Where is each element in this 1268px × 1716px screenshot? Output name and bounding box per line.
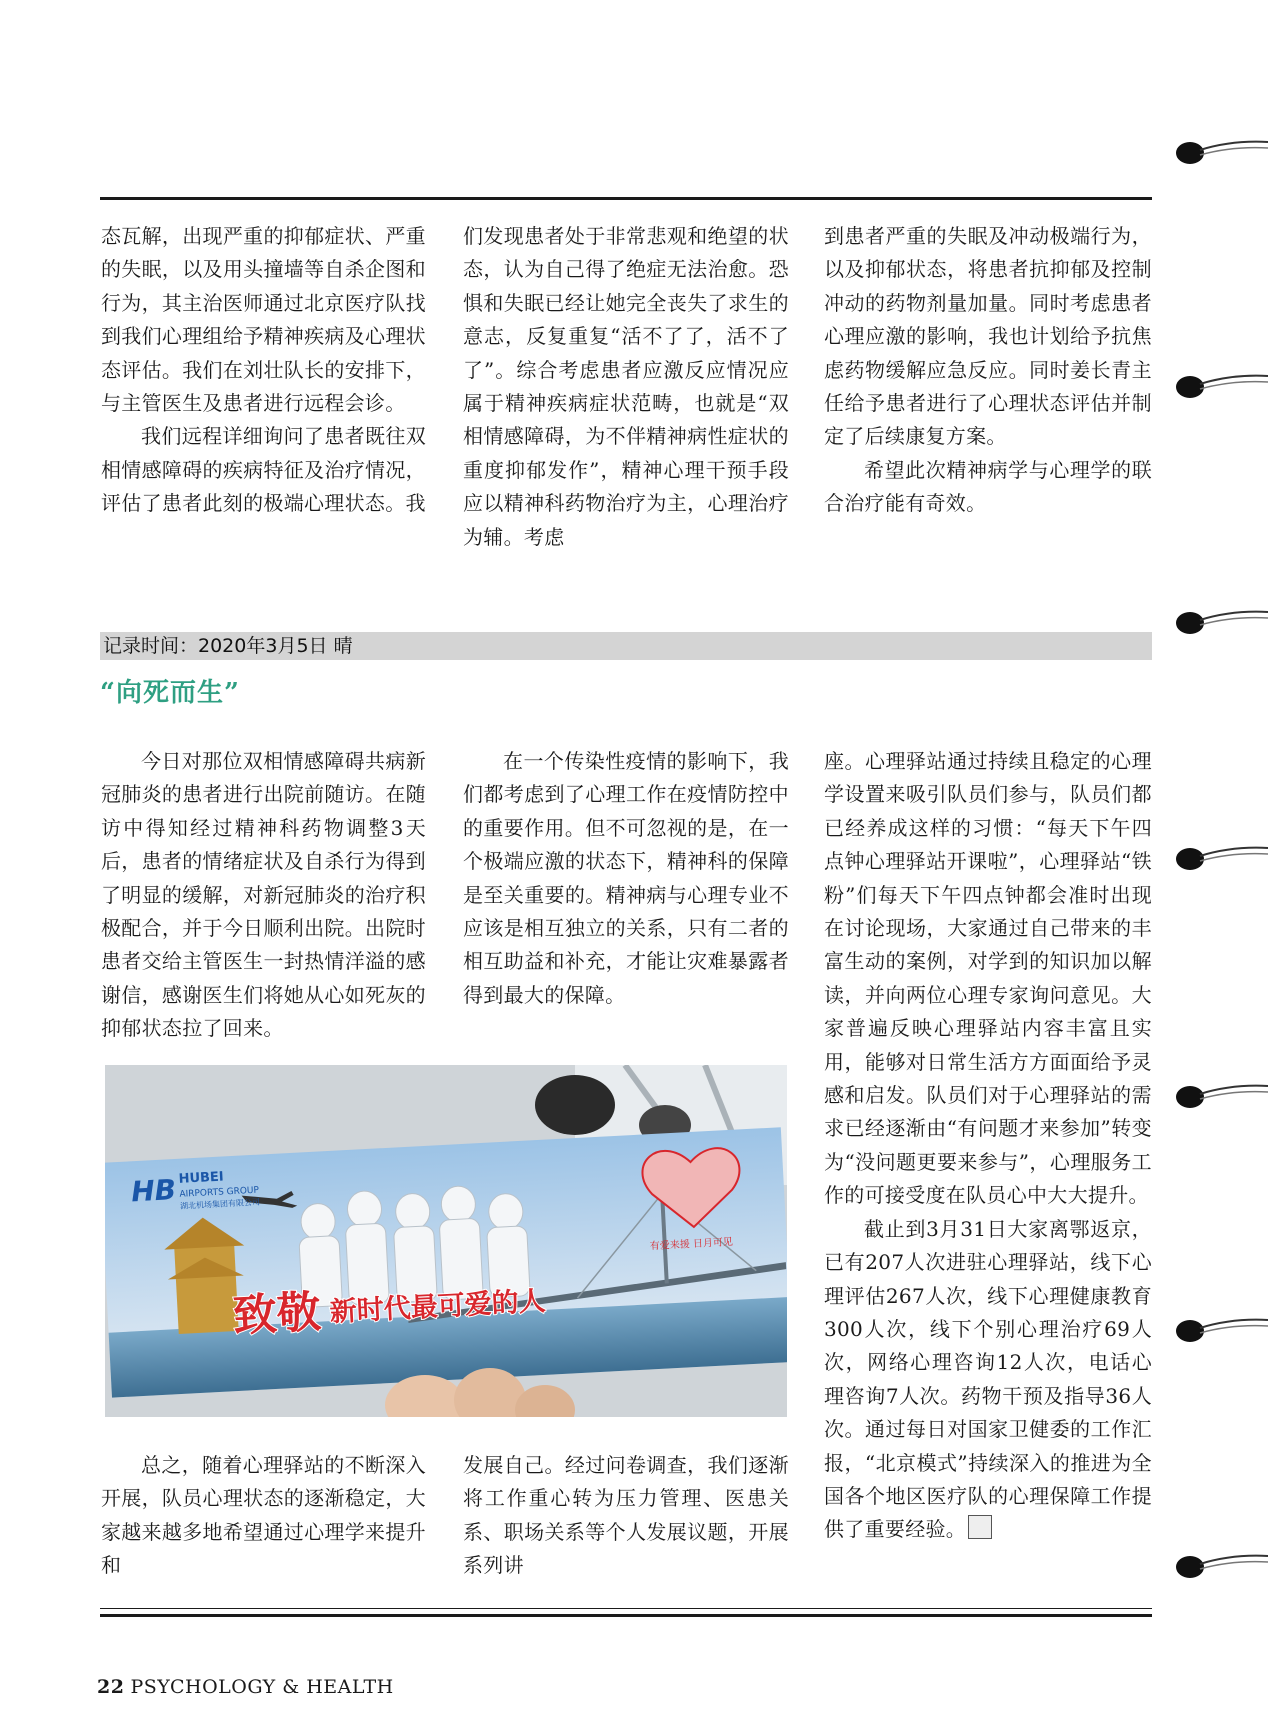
binder-ring-icon bbox=[1172, 844, 1268, 874]
paragraph-text: 截止到3月31日大家离鄂返京，已有207人次进驻心理驿站，线下心理评估267人次，线下心理健康教育300人次，线下个别心理治疗69人次，网络心理咨询12人次，电话心理咨询7人次。药物干预及指导36人次。通过每日对国家卫健委的工作汇报，“北京模式”持续深入的推进为全国各个地区医疗队的心理保障工作提供了重要经验。 bbox=[824, 1216, 1152, 1542]
bottom-rule-thin bbox=[100, 1608, 1152, 1609]
magazine-name: PSYCHOLOGY & HEALTH bbox=[130, 1676, 394, 1698]
paragraph: 发展自己。经过问卷调查，我们逐渐将工作重心转为压力管理、医患关系、职场关系等个人发展议题，开展系列讲 bbox=[463, 1453, 789, 1578]
binder-ring-icon bbox=[1172, 608, 1268, 638]
record-time-bar: 记录时间：2020年3月5日 晴 bbox=[100, 632, 1152, 660]
photo-illustration bbox=[105, 1065, 787, 1417]
top-column-3 bbox=[824, 220, 1152, 521]
bottom-rule-thick bbox=[100, 1614, 1152, 1617]
top-rule bbox=[100, 197, 1152, 200]
ticket-logo-mark: HB bbox=[130, 1173, 177, 1209]
ticket-logo-cn: 湖北机场集团有限公司 bbox=[179, 1197, 261, 1211]
paragraph: 今日对那位双相情感障碍共病新冠肺炎的患者进行出院前随访。在随访中得知经过精神科药物调整3天后，患者的情绪症状及自杀行为得到了明显的缓解，对新冠肺炎的治疗积极配合，并于今日顺利出院。出院时患者交给主管医生一封热情洋溢的感谢信，感谢医生们将她从心如死灰的抑郁状态拉了回来。 bbox=[101, 749, 426, 1041]
paragraph: 们发现患者处于非常悲观和绝望的状态，认为自己得了绝症无法治愈。恐惧和失眠已经让她完全丧失了求生的意志，反复重复“活不了了，活不了了”。综合考虑患者应激反应情况应属于精神疾病症状范畴，也就是“双相情感障碍，为不伴精神病性症状的重度抑郁发作”，精神心理干预手段应以精神科药物治疗为主，心理治疗为辅。考虑 bbox=[463, 224, 789, 549]
ticket-logo-text: HUBEI bbox=[178, 1169, 225, 1187]
paragraph: 到患者严重的失眠及冲动极端行为，以及抑郁状态，将患者抗抑郁及控制冲动的药物剂量加量。同时考虑患者心理应激的影响，我也计划给予抗焦虑药物缓解应急反应。同时姜长青主任给予患者进行了心理状态评估并制定了后续康复方案。 bbox=[824, 224, 1152, 449]
paragraph: 在一个传染性疫情的影响下，我们都考虑到了心理工作在疫情防控中的重要作用。但不可忽视的是，在一个极端应激的状态下，精神科的保障是至关重要的。精神病与心理专业不应该是相互独立的关系，只有二者的相互助益和补充，才能让灾难暴露者得到最大的保障。 bbox=[463, 749, 789, 1007]
paragraph: 我们远程详细询问了患者既往双相情感障碍的疾病特征及治疗情况，评估了患者此刻的极端心理状态。我 bbox=[101, 424, 426, 516]
ticket-logo-sub: AIRPORTS GROUP bbox=[179, 1185, 260, 1200]
paragraph: 座。心理驿站通过持续且稳定的心理学设置来吸引队员们参与，队员们都已经养成这样的习惯：“每天下午四点钟心理驿站开课啦”，心理驿站“铁粉”们每天下午四点钟都会准时出现在讨论现场，大家通过自己带来的丰富生动的案例，对学到的知识加以解读，并向两位心理专家询问意见。大家普遍反映心理驿站内容丰富且实用，能够对日常生活方方面面给予灵感和启发。队员们对于心理驿站的需求已经逐渐由“有问题才来参加”转变为“没问题更要来参与”，心理服务工作的可接受度在队员心中大大提升。 bbox=[824, 749, 1152, 1208]
article-title: “向死而生” bbox=[100, 678, 240, 708]
middle-column-1 bbox=[101, 745, 426, 1046]
binder-ring-icon bbox=[1172, 1082, 1268, 1112]
middle-column-3 bbox=[824, 745, 1152, 1547]
binder-ring-icon bbox=[1172, 1552, 1268, 1582]
heart-caption: 有爱来援 日月可见 bbox=[649, 1236, 734, 1253]
binder-ring-icon bbox=[1172, 138, 1268, 168]
binder-ring-icon bbox=[1172, 1316, 1268, 1346]
paragraph: 态瓦解，出现严重的抑郁症状、严重的失眠，以及用头撞墙等自杀企图和行为，其主治医师通过北京医疗队找到我们心理组给予精神疾病及心理状态评估。我们在刘壮队长的安排下，与主管医生及患者进行远程会诊。 bbox=[101, 224, 426, 416]
bottom-column-2 bbox=[463, 1449, 789, 1583]
banner-text: 新时代最可爱的人 bbox=[329, 1285, 547, 1329]
page-number: 22 bbox=[97, 1676, 125, 1698]
end-mark-icon bbox=[968, 1515, 992, 1539]
photo-ticket bbox=[105, 1065, 787, 1417]
paragraph: 总之，随着心理驿站的不断深入开展，队员心理状态的逐渐稳定，大家越来越多地希望通过心理学来提升和 bbox=[101, 1453, 426, 1578]
bottom-column-1 bbox=[101, 1449, 426, 1583]
paragraph: 希望此次精神病学与心理学的联合治疗能有奇效。 bbox=[824, 457, 1152, 516]
page-footer bbox=[97, 1676, 394, 1698]
paragraph bbox=[824, 1213, 1152, 1547]
middle-column-2 bbox=[463, 745, 789, 1012]
top-column-2 bbox=[463, 220, 789, 554]
banner-red-text: 致敬 bbox=[231, 1286, 323, 1343]
top-column-1 bbox=[101, 220, 426, 521]
binder-ring-icon bbox=[1172, 372, 1268, 402]
